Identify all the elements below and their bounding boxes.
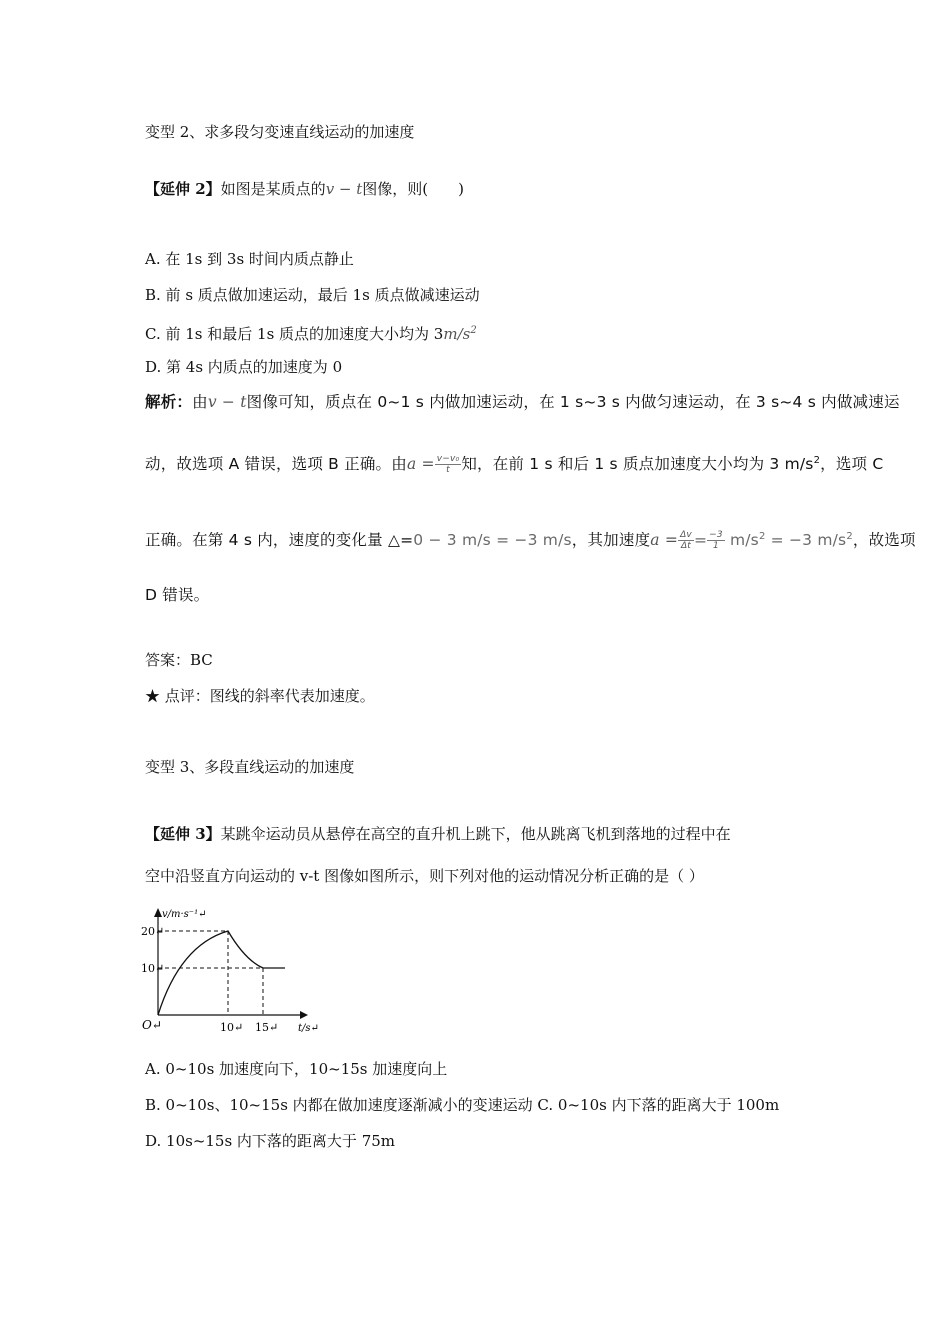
analysis-label: 解析： xyxy=(145,393,193,411)
frac-numerator: v−v₀ xyxy=(436,454,460,465)
q2-option-a: A. 在 1s 到 3s 时间内质点静止 xyxy=(145,250,354,268)
x-axis-arrow-icon xyxy=(300,1011,308,1019)
frac-denominator: Δt xyxy=(680,541,692,552)
q2-option-b: B. 前 s 质点做加速运动，最后 1s 质点做减速运动 xyxy=(145,286,480,304)
q2-tag: 【延伸 2】 xyxy=(145,180,221,198)
q2-option-d: D. 第 4s 内质点的加速度为 0 xyxy=(145,358,343,376)
q3-stem-line-1 xyxy=(145,824,731,844)
analysis-l3-lhs: a = xyxy=(650,531,679,550)
y-tick-20: 20↵ xyxy=(141,925,165,938)
y-tick-10: 10↵ xyxy=(141,962,165,975)
analysis-l3-c: m/s xyxy=(724,531,759,550)
analysis-l3-sup2: 2 xyxy=(846,531,853,542)
analysis-l3-sup: 2 xyxy=(758,531,766,542)
analysis-l2-a: 动，故选项 A 错误，选项 B 正确。由 xyxy=(145,455,407,474)
frac-denominator: 1 xyxy=(713,541,719,552)
analysis-l3-e: ，故选项 xyxy=(852,531,916,550)
frac-numerator: −3 xyxy=(709,530,723,541)
q2-stem-a: 如图是某质点的 xyxy=(220,180,326,198)
analysis-l2-fraction xyxy=(435,454,462,475)
analysis-l1-a: 由 xyxy=(192,393,208,411)
q2-option-c xyxy=(145,321,477,344)
analysis-line-4: D 错误。 xyxy=(145,586,210,604)
y-axis-arrow-icon xyxy=(154,908,162,917)
q2-option-c-unit: m/s xyxy=(443,325,471,343)
q2-stem-b: 图像，则( ) xyxy=(362,180,465,198)
frac-denominator: t xyxy=(446,465,450,476)
q3-option-a: A. 0~10s 加速度向下，10~15s 加速度向上 xyxy=(145,1060,448,1078)
analysis-l3-fraction-2 xyxy=(707,530,725,551)
x-tick-10: 10↵ xyxy=(220,1021,244,1034)
analysis-l2-sup: 2 xyxy=(813,455,821,466)
q3-tag: 【延伸 3】 xyxy=(145,825,221,843)
origin-label: O↵ xyxy=(142,1018,162,1032)
section3-title: 变型 3、多段直线运动的加速度 xyxy=(145,758,355,776)
analysis-l3-b: ，其加速度 xyxy=(571,531,651,550)
analysis-l3-fraction-1 xyxy=(678,530,694,551)
y-axis-label: v/m·s⁻¹↵ xyxy=(162,909,207,920)
q3-option-d: D. 10s~15s 内下落的距离大于 75m xyxy=(145,1132,396,1150)
q2-option-c-sup: 2 xyxy=(470,325,477,336)
comment: ★ 点评：图线的斜率代表加速度。 xyxy=(145,687,375,705)
analysis-line-3 xyxy=(145,527,916,551)
analysis-l3-eq: = xyxy=(693,531,708,550)
analysis-l3-a: 正确。在第 4 s 内，速度的变化量 △= xyxy=(145,531,414,550)
q3-option-bc: B. 0~10s、10~15s 内都在做加速度逐渐减小的变速运动 C. 0~10s 内下落的距离大于 100m xyxy=(145,1096,780,1114)
analysis-line-2 xyxy=(145,451,883,475)
analysis-l2-b: 知，在前 1 s 和后 1 s 质点加速度大小均为 3 m/s xyxy=(461,455,814,474)
analysis-l2-c: ，选项 C xyxy=(820,455,884,474)
x-axis-label: t/s↵ xyxy=(298,1023,319,1034)
analysis-l3-math: 0 − 3 m/s = −3 m/s xyxy=(413,531,572,550)
analysis-l1-math: v − t xyxy=(207,393,247,411)
vt-curve xyxy=(158,931,285,1015)
q3-stem-line-2: 空中沿竖直方向运动的 v-t 图像如图所示，则下列对他的运动情况分析正确的是（ ） xyxy=(145,867,704,885)
answer: 答案：BC xyxy=(145,651,213,669)
q2-stem xyxy=(145,179,464,199)
q3-stem-l1: 某跳伞运动员从悬停在高空的直升机上跳下，他从跳离飞机到落地的过程中在 xyxy=(220,825,731,843)
analysis-line-1 xyxy=(145,392,900,412)
analysis-l2-lhs: a = xyxy=(406,455,435,474)
analysis-l1-b: 图像可知，质点在 0~1 s 内做加速运动，在 1 s~3 s 内做匀速运动，在 3 s~4 s 内做减速运 xyxy=(246,393,900,411)
vt-graph xyxy=(140,905,330,1035)
frac-numerator: Δv xyxy=(680,530,692,541)
q2-option-c-text: C. 前 1s 和最后 1s 质点的加速度大小均为 3 xyxy=(145,325,444,343)
x-tick-15: 15↵ xyxy=(255,1021,279,1034)
section2-title: 变型 2、求多段匀变速直线运动的加速度 xyxy=(145,123,415,141)
analysis-l3-d: = −3 m/s xyxy=(765,531,847,550)
q2-stem-math: v − t xyxy=(325,180,363,198)
